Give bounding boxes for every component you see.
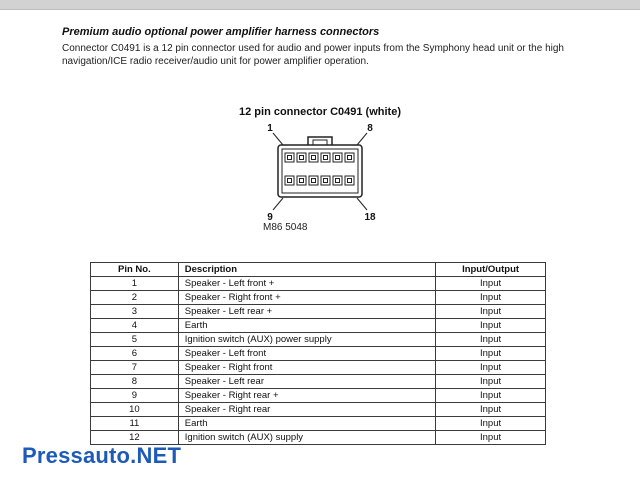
pin-table-body [91,277,546,445]
cell-description: Speaker - Left front + [178,277,435,291]
cell-description: Speaker - Right rear [178,403,435,417]
connector-title: 12 pin connector C0491 (white) [239,106,401,118]
pin-label-top-left: 1 [267,123,273,134]
table-row [91,319,546,333]
table-row [91,277,546,291]
cell-input-output: Input [436,417,546,431]
cell-description: Earth [178,417,435,431]
cell-pin-no: 12 [91,431,179,445]
cell-pin-no: 11 [91,417,179,431]
table-row [91,361,546,375]
cell-description: Speaker - Right front + [178,291,435,305]
top-strip [0,0,640,10]
cell-input-output: Input [436,333,546,347]
cell-pin-no: 1 [91,277,179,291]
header-pin-no: Pin No. [91,263,179,277]
cell-pin-no: 5 [91,333,179,347]
cell-pin-no: 9 [91,389,179,403]
table-row [91,389,546,403]
cell-pin-no: 4 [91,319,179,333]
cell-input-output: Input [436,403,546,417]
cell-input-output: Input [436,291,546,305]
leader-line [273,133,283,145]
watermark: Pressauto.NET [22,443,182,468]
cell-description: Earth [178,319,435,333]
connector-diagram [236,120,404,224]
cell-description: Speaker - Left rear [178,375,435,389]
pin-table [90,262,546,445]
table-header-row [91,263,546,277]
cell-input-output: Input [436,375,546,389]
leader-line [357,133,367,145]
section-heading: Premium audio optional power amplifier harness connectors [62,26,380,38]
pin-label-bottom-left: 9 [267,212,273,223]
cell-pin-no: 10 [91,403,179,417]
table-row [91,417,546,431]
pin-table-head [91,263,546,277]
cell-input-output: Input [436,305,546,319]
table-row [91,347,546,361]
header-input-output: Input/Output [436,263,546,277]
cell-pin-no: 2 [91,291,179,305]
leader-line [273,198,283,210]
cell-description: Speaker - Right front [178,361,435,375]
cell-input-output: Input [436,319,546,333]
cell-description: Speaker - Right rear + [178,389,435,403]
cell-description: Speaker - Left front [178,347,435,361]
pin-label-top-right: 8 [367,123,373,134]
cell-pin-no: 8 [91,375,179,389]
cell-input-output: Input [436,347,546,361]
pin-label-bottom-right: 18 [364,212,376,223]
intro-paragraph: Connector C0491 is a 12 pin connector used for audio and power inputs from the Symphony head unit or the high navigation/ICE radio receiver/audio unit for power amplifier operation. [62,43,564,67]
table-row [91,291,546,305]
cell-description: Speaker - Left rear + [178,305,435,319]
cell-pin-no: 7 [91,361,179,375]
cell-input-output: Input [436,277,546,291]
connector-ref: M86 5048 [263,222,308,233]
leader-line [357,198,367,210]
header-description: Description [178,263,435,277]
cell-input-output: Input [436,361,546,375]
cell-pin-no: 6 [91,347,179,361]
table-row [91,305,546,319]
cell-pin-no: 3 [91,305,179,319]
table-row [91,375,546,389]
table-row [91,333,546,347]
cell-description: Ignition switch (AUX) supply [178,431,435,445]
table-row [91,403,546,417]
cell-description: Ignition switch (AUX) power supply [178,333,435,347]
cell-input-output: Input [436,431,546,445]
cell-input-output: Input [436,389,546,403]
